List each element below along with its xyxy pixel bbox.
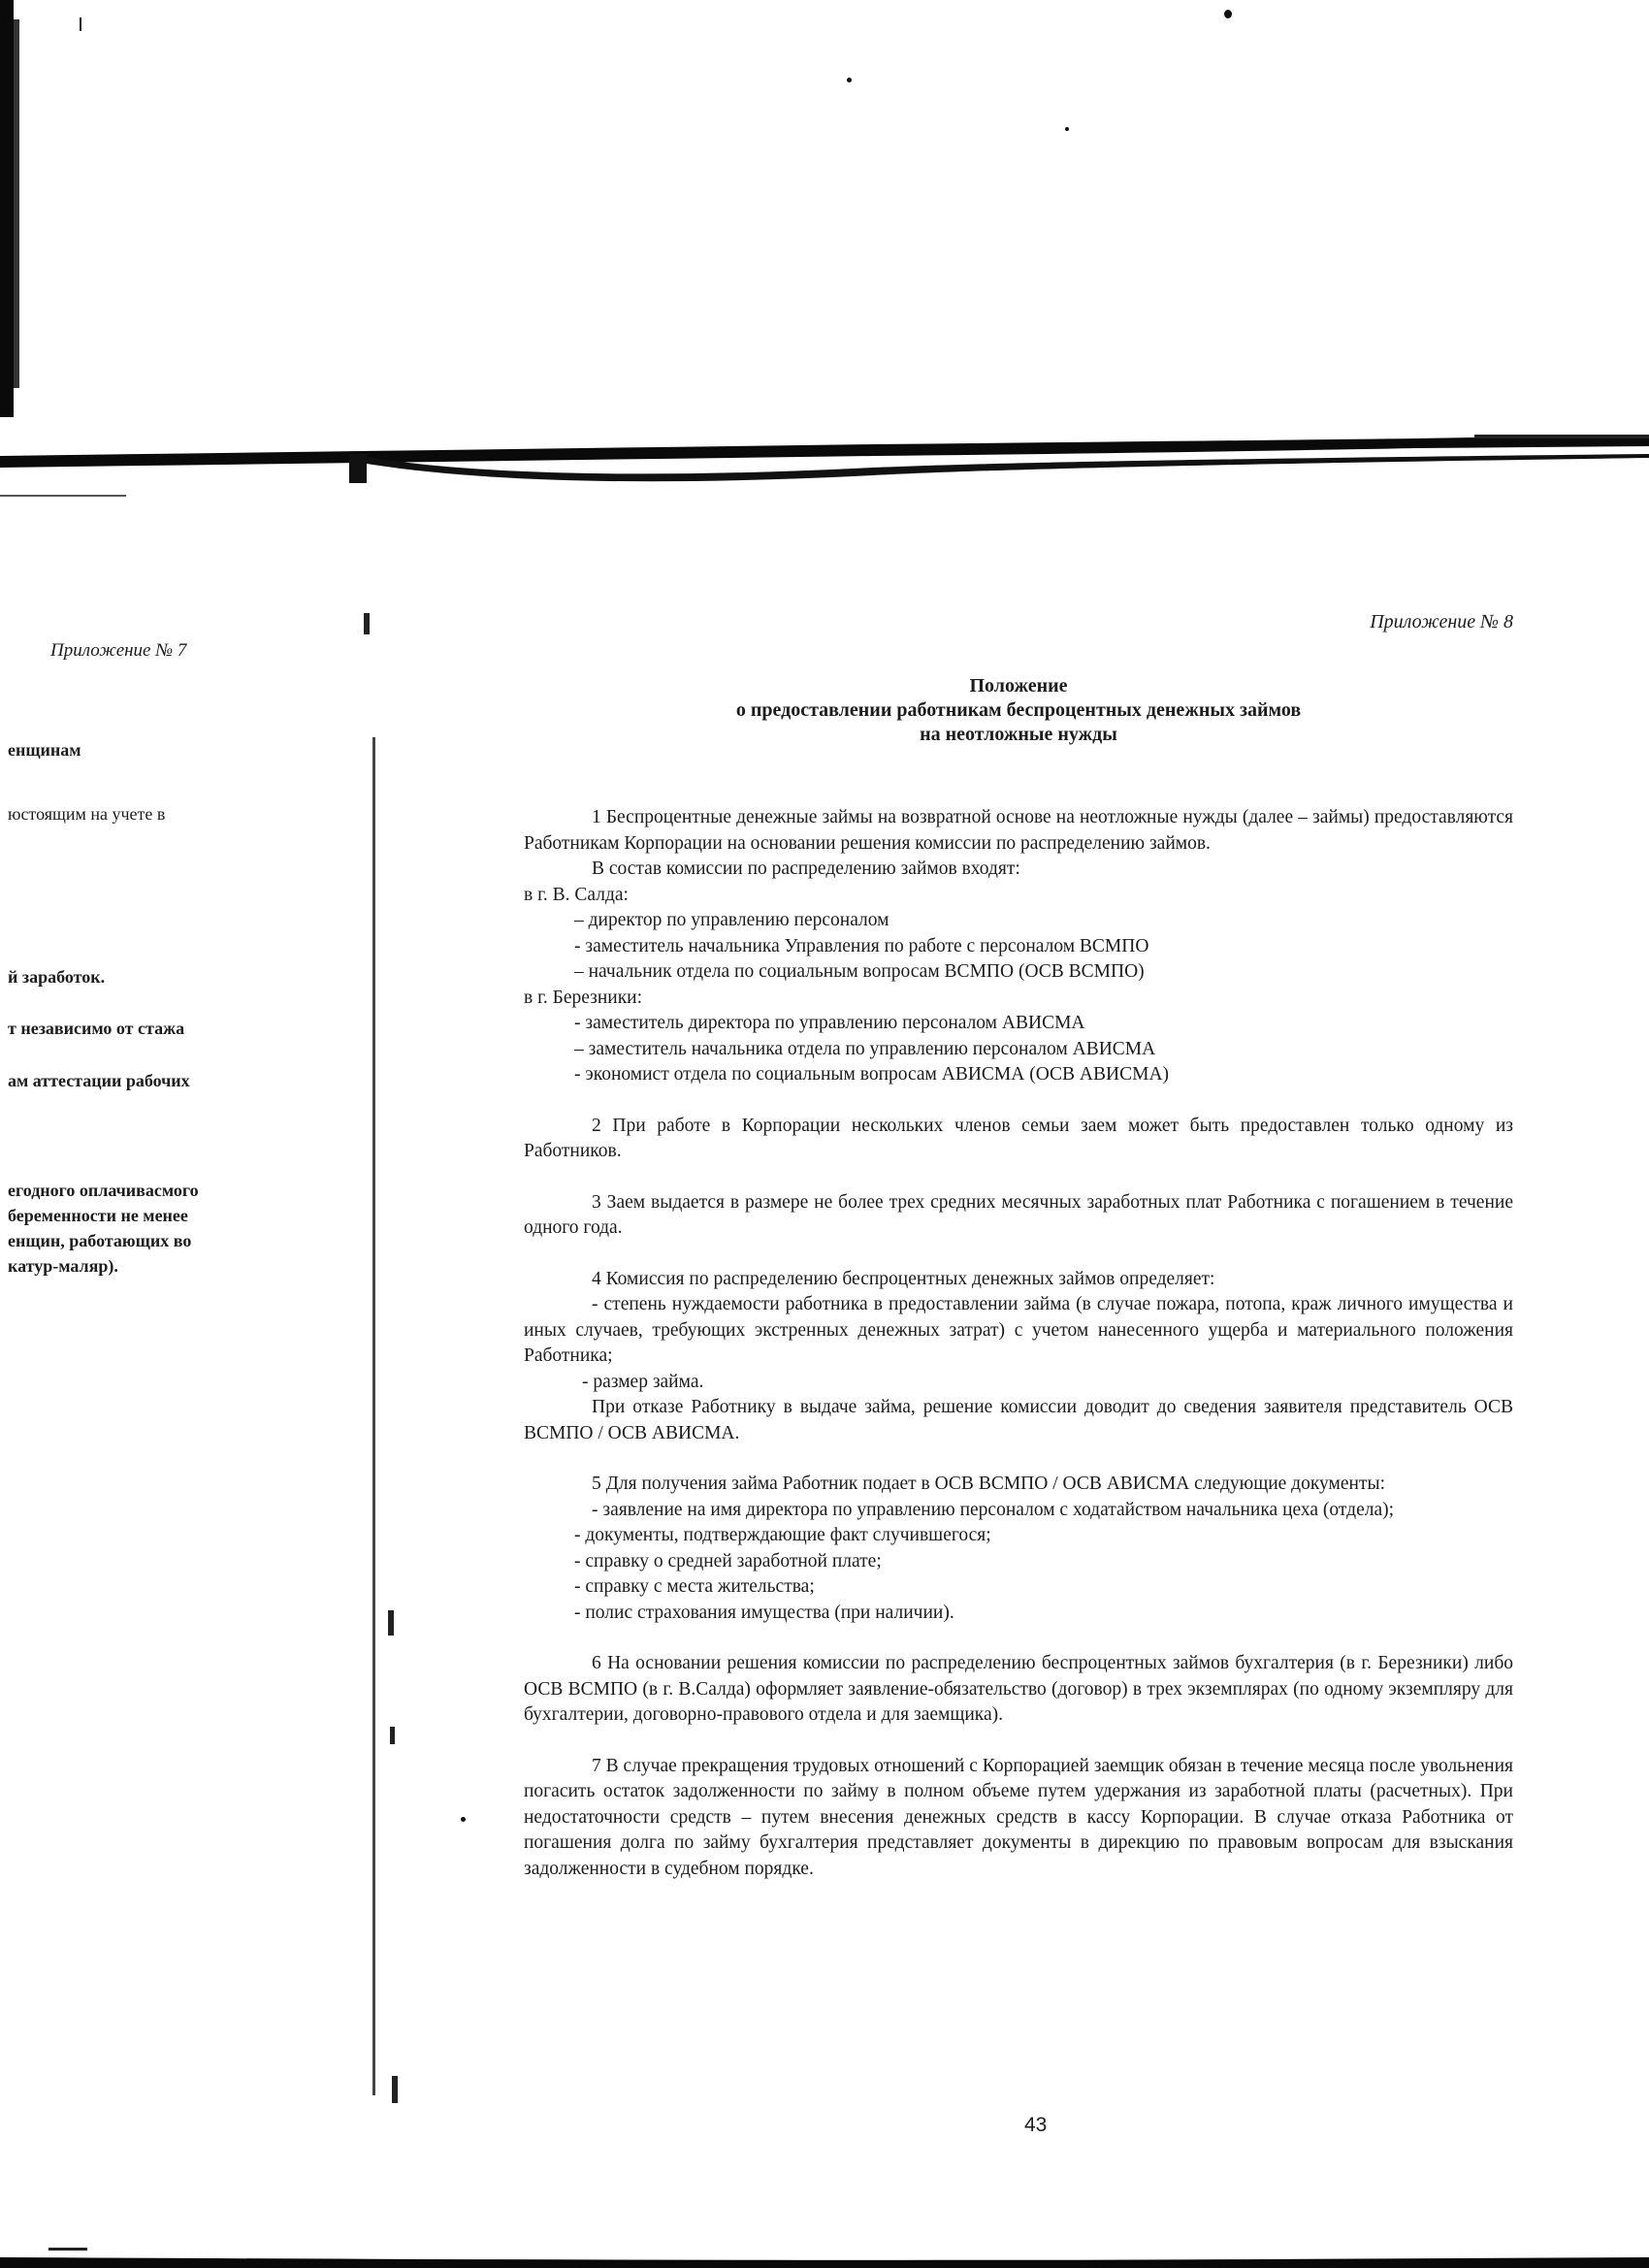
list-item: – начальник отдела по социальным вопросам ВСМПО (ОСВ ВСМПО) (574, 961, 1145, 982)
paragraph-1b: В состав комиссии по распределению займов входят: (592, 859, 1020, 879)
city-heading: в г. Березники: (524, 987, 643, 1008)
list-item: - заместитель директора по управлению персоналом АВИСМА (574, 1013, 1085, 1033)
list-item: - полис страхования имущества (при наличии). (574, 1602, 954, 1623)
left-text-line: катур-маляр). (8, 1256, 118, 1276)
left-text-line: егодного оплачивасмого (8, 1181, 199, 1200)
left-text-line: ам аттестации рабочих (8, 1071, 190, 1090)
scan-edge-shadow-inner (14, 19, 19, 388)
scan-bottom-edge (0, 2246, 1649, 2268)
scan-speck (1224, 10, 1232, 18)
list-item: - экономист отдела по социальным вопросам АВИСМА (ОСВ АВИСМА) (574, 1064, 1170, 1085)
left-annex-label: Приложение № 7 (50, 640, 187, 661)
list-item: - справку о средней заработной плате; (574, 1550, 882, 1571)
scan-speck (847, 78, 852, 82)
paragraph-5: 5 Для получения займа Работник подает в ОСВ ВСМПО / ОСВ АВИСМА следующие документы: (592, 1474, 1386, 1494)
document-title (524, 674, 1513, 747)
list-item: – директор по управлению персоналом (574, 910, 889, 930)
left-text-line: юстоящим на учете в (8, 804, 166, 824)
city-heading: в г. В. Салда: (524, 884, 629, 905)
list-item: – заместитель начальника отдела по управлению персоналом АВИСМА (574, 1038, 1156, 1059)
scan-speck (1065, 127, 1069, 131)
paragraph-4-item: - степень нуждаемости работника в предоставлении займа (в случае пожара, потопа, краж личного имущества и иных случаев, требующих экстренных денежных затрат) с учетом нанесенного ущерба и материального положения Работника; (524, 1294, 1513, 1366)
left-partial-page (0, 582, 252, 1319)
scan-tick (388, 1610, 394, 1636)
left-text-line: енщин, работающих во (8, 1231, 192, 1250)
page-gutter-line (372, 737, 375, 2095)
paragraph-4-item: - размер займа. (582, 1371, 704, 1392)
document-body (524, 805, 1513, 1882)
left-text-line: беременности не менее (8, 1206, 188, 1225)
scan-speck (461, 1817, 466, 1822)
scan-tick (80, 17, 81, 31)
page-number: 43 (1024, 2114, 1048, 2136)
list-item: - документы, подтверждающие факт случившегося; (574, 1525, 991, 1545)
scan-page-fold (0, 427, 1649, 504)
scan-tick (364, 613, 370, 634)
title-line: Положение (969, 675, 1068, 697)
paragraph-4: 4 Комиссия по распределению беспроцентных денежных займов определяет: (592, 1268, 1215, 1289)
paragraph-5-item: - заявление на имя директора по управлению персоналом с ходатайством начальника цеха (отдела); (592, 1499, 1395, 1520)
paragraph-6: 6 На основании решения комиссии по распределению беспроцентных займов бухгалтерия (в г. Березники) либо ОСВ ВСМПО (в г. В.Салда) оформляет заявление-обязательство (договор) в трех экземплярах (по одному экземпляру для бухгалтерии, договорно-правового отдела и для заемщика). (524, 1653, 1513, 1725)
left-text-line: й заработок. (8, 967, 106, 987)
scan-edge-shadow (0, 0, 14, 417)
paragraph-2: 2 При работе в Корпорации нескольких членов семьи заем может быть предоставлен только одному из Работников. (524, 1115, 1513, 1161)
scan-tick (392, 2076, 398, 2103)
left-text-line: т независимо от стажа (8, 1019, 185, 1038)
paragraph-3: 3 Заем выдается в размере не более трех средних месячных заработных плат Работника с погашением в течение одного года. (524, 1191, 1513, 1238)
left-text-line: енщинам (8, 740, 81, 760)
paragraph-7: 7 В случае прекращения трудовых отношений с Корпорацией заемщик обязан в течение месяца после увольнения погасить остаток задолженности по займу в полном объеме путем удержания из заработной платы (расчетных). При недостаточности средств – путем внесения денежных средств в кассу Корпорации. В случае отказа Работника от погашения долга по займу бухгалтерия представляет документы в дирекцию по правовым вопросам для взыскания задолженности в судебном порядке. (524, 1755, 1513, 1879)
title-line: на неотложные нужды (920, 724, 1117, 745)
list-item: - заместитель начальника Управления по работе с персоналом ВСМПО (574, 935, 1149, 956)
scan-tick (390, 1727, 395, 1744)
paragraph-4-note: При отказе Работнику в выдаче займа, решение комиссии доводит до сведения заявителя представитель ОСВ ВСМПО / ОСВ АВИСМА. (524, 1397, 1513, 1443)
title-line: о предоставлении работникам беспроцентных денежных займов (735, 699, 1302, 721)
paragraph-1: 1 Беспроцентные денежные займы на возвратной основе на неотложные нужды (далее – займы) предоставляются Работникам Корпорации на основании решения комиссии по распределению займов. (524, 807, 1513, 854)
list-item: - справку с места жительства; (574, 1576, 815, 1597)
annex-label: Приложение № 8 (1370, 611, 1513, 632)
